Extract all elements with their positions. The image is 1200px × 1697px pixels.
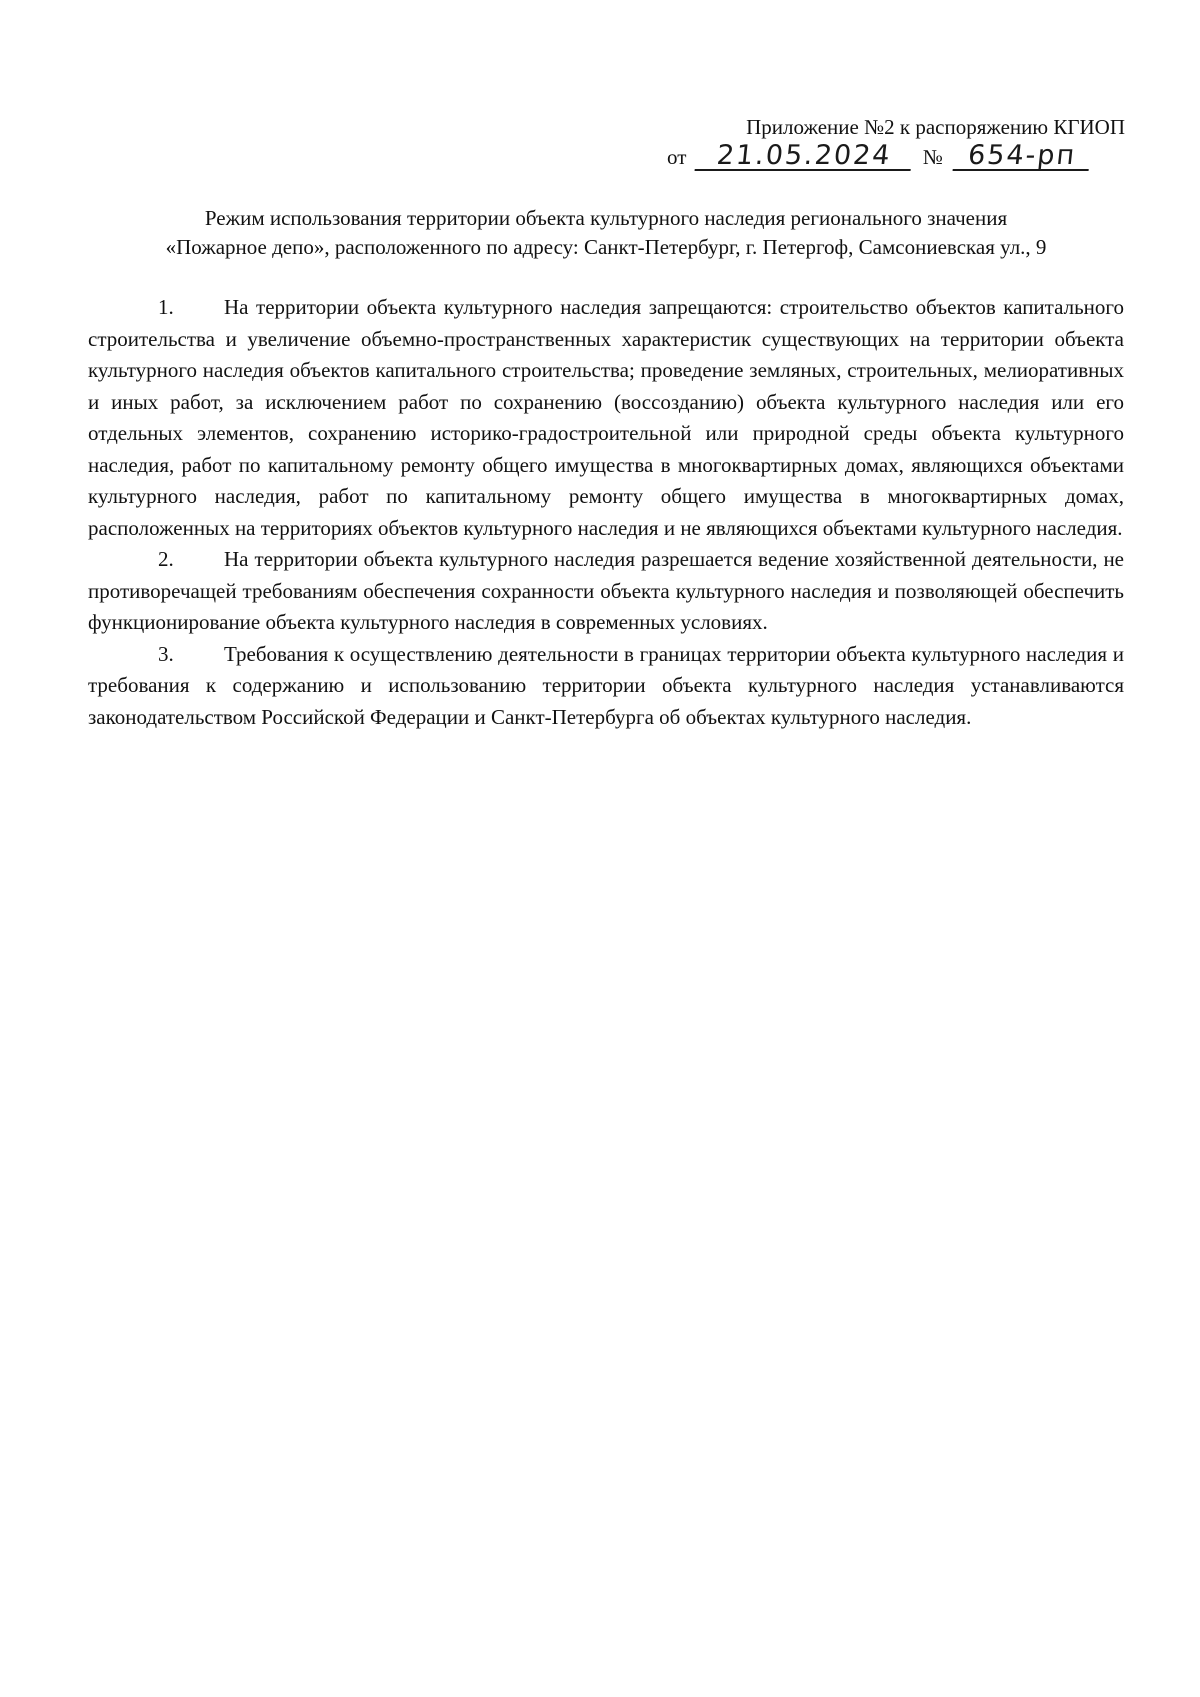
order-reference xyxy=(665,142,1125,172)
from-label: от xyxy=(667,145,687,169)
title-line-2: «Пожарное депо», расположенного по адресу: Санкт-Петербург, г. Петергоф, Самсониевская ул., 9 xyxy=(165,235,1047,259)
appendix-header xyxy=(665,112,1125,172)
handwritten-order-number: 654-рп xyxy=(953,143,1092,171)
clause-text: На территории объекта культурного наследия разрешается ведение хозяйственной деятельности, не противоречащей требованиям обеспечения сохранности объекта культурного наследия и позволяющей обеспечить функционирование объекта культурного наследия в современных условиях. xyxy=(88,547,1124,634)
appendix-title: Приложение №2 к распоряжению КГИОП xyxy=(746,115,1125,139)
title-line-1: Режим использования территории объекта культурного наследия регионального значения xyxy=(204,206,1008,230)
document-body xyxy=(88,292,1124,733)
clause-2 xyxy=(88,544,1124,639)
clause-text: Требования к осуществлению деятельности в границах территории объекта культурного наследия и требования к содержанию и использованию территории объекта культурного наследия устанавливаются законодательством Российской Федерации и Санкт-Петербурга об объектах культурного наследия. xyxy=(88,641,1124,729)
document-title xyxy=(88,204,1124,262)
handwritten-date: 21.05.2024 xyxy=(694,143,913,171)
clause-number: 2. xyxy=(158,547,174,571)
clause-text: На территории объекта культурного наследия запрещаются: строительство объектов капитального строительства и увеличение объемно-пространственных характеристик существующих на территории объекта культурного наследия объектов капитального строительства; проведение земляных, строительных, мелиоративных и иных работ, за исключением работ по сохранению (воссозданию) объекта культурного наследия или его отдельных элементов, сохранению историко-градостроительной или природной среды объекта культурного наследия, работ по капитальному ремонту общего имущества в многоквартирных домах, являющихся объектами культурного наследия, работ по капитальному ремонту общего имущества в многоквартирных домах, расположенных на территориях объектов культурного наследия и не являющихся объектами культурного наследия. xyxy=(88,295,1124,540)
clause-number: 1. xyxy=(158,295,174,319)
clause-3 xyxy=(88,639,1124,734)
clause-1 xyxy=(88,292,1124,544)
number-label: № xyxy=(922,145,943,169)
clause-number: 3. xyxy=(158,641,174,666)
